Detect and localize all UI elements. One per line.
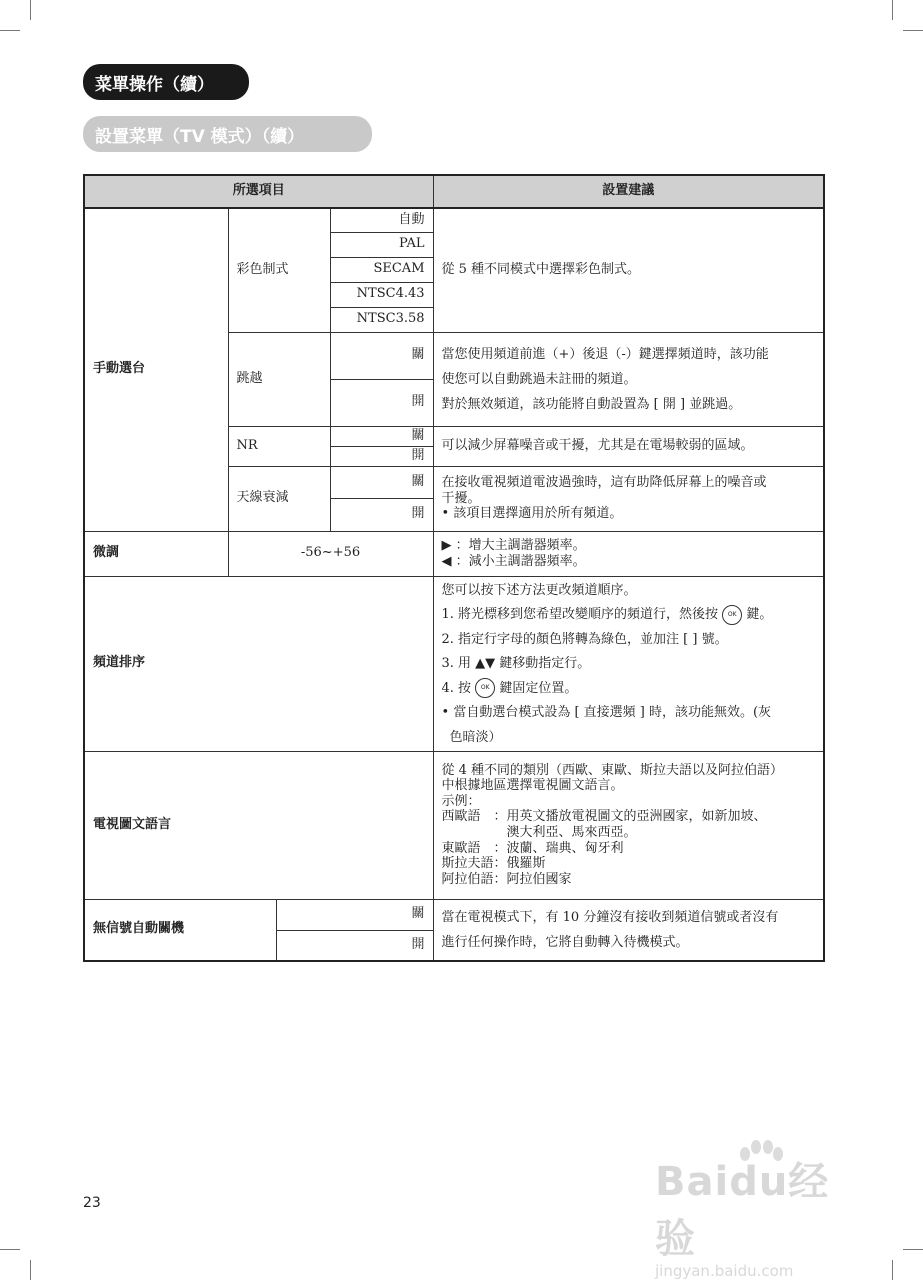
table-row [84,751,824,899]
ok-button-icon: OK [722,605,742,625]
nr-option-on: 開 [330,446,433,466]
sub-title: 設置菜單（TV 模式）（續） [83,116,372,152]
table-row [84,576,824,751]
fine-tune-advice-line: ▶ ：增大主調諧器頻率。 [441,537,586,553]
crop-mark [0,30,20,31]
antenna-advice-line: 干擾。 [441,490,481,506]
table-row [84,531,824,576]
antenna-advice-line: 在接收電視頻道電波過強時，這有助降低屏幕上的噪音或 [441,475,767,491]
channel-sort-step [442,603,816,628]
crop-mark [892,1260,893,1280]
color-option: NTSC3.58 [330,307,433,332]
watermark [655,1150,865,1280]
step-text: 鍵。 [746,607,773,622]
channel-sort-step: 2. 指定行字母的顏色將轉為綠色，並加注 [ ] 號。 [441,631,728,647]
color-system-label: 彩色制式 [228,208,330,332]
skip-advice-line: 使您可以自動跳過未註冊的頻道。 [441,371,637,387]
ok-button-icon: OK [475,678,495,698]
channel-sort-label: 頻道排序 [84,576,433,751]
no-signal-advice-line: 進行任何操作時，它將自動轉入待機模式。 [441,934,689,950]
crop-mark [892,0,893,20]
table-row [84,899,824,930]
channel-sort-intro: 您可以按下述方法更改頻道順序。 [441,582,637,598]
teletext-line: 阿拉伯語：阿拉伯國家 [441,871,572,887]
crop-mark [903,30,923,31]
color-option: 自動 [330,208,433,232]
skip-advice-line: 當您使用頻道前進（+）後退（-）鍵選擇頻道時，該功能 [441,346,769,362]
step-text: 1. 將光標移到您希望改變順序的頻道行，然後按 [441,607,719,622]
channel-sort-note: • 當自動選台模式設為 [ 直接選頻 ] 時，該功能無效。(灰 [441,705,772,720]
no-signal-label: 無信號自動關機 [84,899,276,961]
crop-mark [30,1260,31,1280]
antenna-advice-line: • 該項目選擇適用於所有頻道。 [441,506,623,522]
fine-tune-range: -56~+56 [228,531,433,576]
color-system-advice: 從 5 種不同模式中選擇彩色制式。 [433,208,824,332]
nr-option-off: 關 [330,426,433,446]
section-title: 菜單操作（續） [83,64,249,100]
manual-tuning-label: 手動選台 [84,208,228,531]
no-signal-option-off: 關 [276,899,433,930]
no-signal-advice [433,899,824,961]
col-advice-header: 設置建議 [433,175,824,208]
fine-tune-advice [433,531,824,576]
channel-sort-step [442,677,816,702]
nr-label: NR [228,426,330,466]
fine-tune-advice-line: ◀ ：減小主調諧器頻率。 [441,553,586,569]
skip-label: 跳越 [228,332,330,426]
teletext-line: 示例： [441,793,481,809]
color-option: NTSC4.43 [330,282,433,307]
skip-option-off: 關 [330,332,433,379]
antenna-option-off: 關 [330,466,433,498]
teletext-line: 中根據地區選擇電視圖文語言。 [441,778,624,794]
table-row [84,208,824,232]
teletext-line: 東歐語 ：波蘭、瑞典、匈牙利 [441,840,624,856]
channel-sort-note: 色暗淡） [449,729,502,745]
skip-advice-line: 對於無效頻道，該功能將自動設置為 [ 開 ] 並跳過。 [441,396,742,412]
teletext-line: 斯拉夫語：俄羅斯 [441,856,546,872]
teletext-advice [433,751,824,899]
page-number: 23 [83,1195,101,1211]
nr-advice: 可以減少屏幕噪音或干擾，尤其是在電場較弱的區域。 [433,426,824,466]
teletext-label: 電視圖文語言 [84,751,433,899]
no-signal-advice-line: 當在電視模式下，有 10 分鐘沒有接收到頻道信號或者沒有 [441,909,779,925]
step-text: 鍵固定位置。 [499,680,578,696]
teletext-line: 從 4 種不同的類別（西歐、東歐、斯拉夫語以及阿拉伯語） [441,762,784,778]
color-option: PAL [330,232,433,257]
crop-mark [0,1249,20,1250]
table-header-row [84,175,824,208]
skip-advice [433,332,824,426]
watermark-url: jingyan.baidu.com [655,1262,794,1280]
skip-option-on: 開 [330,379,433,426]
antenna-option-on: 開 [330,498,433,531]
settings-table [83,174,825,962]
no-signal-option-on: 開 [276,930,433,961]
step-text: 4. 按 [441,680,472,696]
crop-mark [30,0,31,20]
channel-sort-advice [433,576,824,751]
teletext-line: 澳大利亞、馬來西亞。 [441,825,637,840]
channel-sort-step: 3. 用 ▲▼ 鍵移動指定行。 [441,656,591,671]
teletext-line: 西歐語 ：用英文播放電視圖文的亞洲國家，如新加坡、 [441,809,767,825]
crop-mark [903,1249,923,1250]
antenna-label: 天線衰減 [228,466,330,531]
fine-tune-label: 微調 [84,531,228,576]
watermark-logo: Baidu经验 [655,1159,830,1262]
color-option: SECAM [330,257,433,282]
antenna-advice [433,466,824,531]
col-item-header: 所選項目 [84,175,433,208]
